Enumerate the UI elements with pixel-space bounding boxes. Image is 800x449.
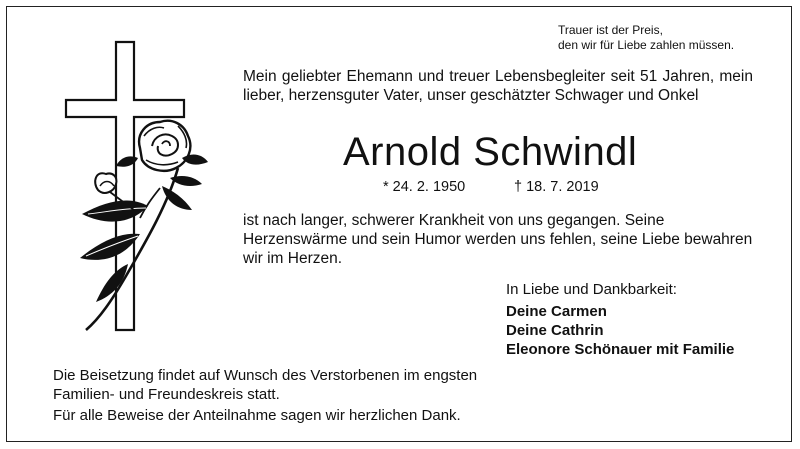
- signoff-heading: In Liebe und Dankbarkeit:: [506, 281, 677, 298]
- thanks-note: Für alle Beweise der Anteilnahme sagen wir herzlichen Dank.: [53, 407, 461, 424]
- motto-line-2: den wir für Liebe zahlen müssen.: [558, 38, 735, 52]
- funeral-note: Die Beisetzung findet auf Wunsch des Verstorbenen im engsten Familien- und Freundeskreis statt.: [53, 367, 478, 403]
- body-text: ist nach langer, schwerer Krankheit von uns gegangen. Seine Herzenswärme und sein Humor werden uns fehlen, seine Liebe bewahren wir im Herzen.: [243, 212, 753, 267]
- signoff: [506, 280, 734, 359]
- mourner-name: Eleonore Schönauer mit Familie: [506, 341, 735, 358]
- mourner-name: Deine Cathrin: [506, 322, 604, 339]
- motto-line-1: Trauer ist der Preis,: [558, 23, 663, 37]
- cross-with-rose-icon: [60, 38, 210, 338]
- intro-text: Mein geliebter Ehemann und treuer Lebensbegleiter seit 51 Jahren, mein lieber, herzensguter Vater, unser geschätzter Schwager und Onkel: [243, 68, 753, 104]
- footer: [53, 366, 753, 425]
- birth-date: * 24. 2. 1950: [383, 179, 466, 195]
- mourner-name: Deine Carmen: [506, 303, 607, 320]
- life-dates: [383, 178, 599, 196]
- deceased-name: Arnold Schwindl: [343, 130, 638, 174]
- death-date: † 18. 7. 2019: [514, 179, 599, 195]
- motto: [558, 23, 734, 53]
